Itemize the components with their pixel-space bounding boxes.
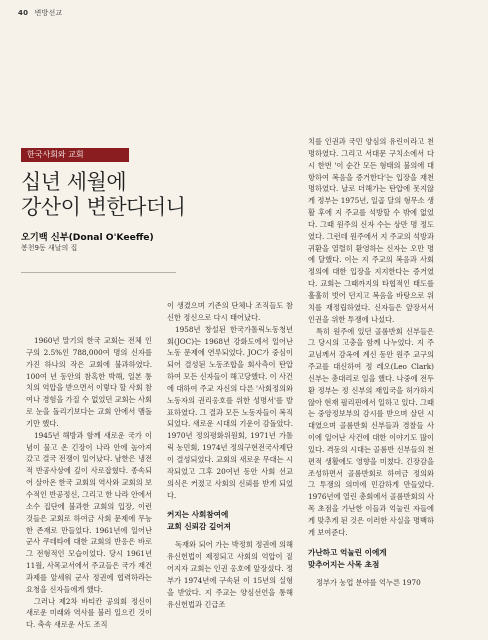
paragraph: 독재와 되어 가는 박정희 정권에 의해 유신헌법이 제정되고 사회의 억압이 짙어지자 교회는 인권 옹호에 앞장섰다. 정부가 1974년에 구속된 이 15년의 실형을 받았다. 지 주교는 양심선언을 통해 유신헌법과 긴급조 xyxy=(167,540,293,609)
subheading-line-2: 교회 신뢰감 깊어져 xyxy=(167,522,231,532)
title-line-2: 강산이 변한다더니 xyxy=(21,195,186,219)
author-affiliation: 봉천9동 새날의 집 xyxy=(21,244,78,252)
author-name: 오기백 신부(Donal O'Keeffe) xyxy=(21,232,154,243)
category-tag: 한국사회와 교회 xyxy=(21,148,129,162)
text-column-3 xyxy=(308,136,434,589)
text-column-1 xyxy=(26,335,152,631)
subheading-line-2: 맞추어지는 사목 초점 xyxy=(308,559,380,569)
running-head xyxy=(18,8,62,18)
subheading xyxy=(167,509,293,533)
paragraph: 1960년 말기의 한국 교회는 전체 인구의 2.5%인 788,000여 명의 신자를 가진 하나의 작은 교회에 불과하였다. 100여 년 동안의 참혹한 박해, 일본 통치의 억압을 받으면서 이렇다 할 사회 참여나 경험을 가질 수 없었던 교회는 사회로 눈을 돌리기보다는 교회 안에서 맴돌기만 했다. xyxy=(26,336,152,428)
divider xyxy=(21,272,176,273)
text-column-2 xyxy=(167,300,293,610)
subheading-line-1: 커지는 사회참여에 xyxy=(167,510,229,520)
paragraph: 1958년 창설된 한국가톨릭노동청년회(JOC)는 1968년 강화도에서 일어난 노동 문제에 연루되었다. JOC가 중심이 되어 결성된 노동조합을 회사측이 탄압하여 모든 신자들이 해고당했다. 이 사건에 대하여 주교 자신의 다른 '사회정의와 노동자의 권리옹호를 위한 성명서'를 발표하였다. 그 결과 모든 노동자들이 복직되었다. 새로운 시대의 기운이 감돌았다. 1970년 정의평화위원회, 1971년 가톨릭 농민회, 1974년 정의구현전국사제단이 결성되었다. 교회의 새로운 무대는 시작되었고 그후 20여년 동안 사회 선교 의식은 커졌고 사회의 신뢰를 받게 되었다. xyxy=(167,324,293,500)
section-name: 변방선교 xyxy=(34,9,63,17)
paragraph: 그러나 제2차 바티칸 공의회 정신이 새로운 미래와 역사를 불러 일으킨 것이다. 축속 새로운 사도 조직 xyxy=(26,596,152,630)
subheading xyxy=(308,547,434,571)
page-number: 40 xyxy=(18,9,29,17)
subheading-line-1: 가난하고 억눌린 이에게 xyxy=(308,547,387,557)
article-title xyxy=(21,170,191,220)
title-line-1: 십년 세월에 xyxy=(21,170,127,194)
paragraph: 특히 원주에 있던 골롬반회 신부들은 그 당시의 고충을 함께 나누었다. 지 주교님께서 감옥에 계신 동안 원주 교구의 주교를 대신하여 정 레오(Leo Clark) 신부는 총대리로 일을 했다. 나중에 전두환 정부는 정 신부의 재입국을 허가하지 않아 현재 필리핀에서 일하고 있다. 그때는 중앙정보부의 감시를 받으며 살던 시대였으며 골롬반회 신부들과 경찰들 사이에 일어난 사건에 대한 이야기도 많이 있다. 격동의 시대는 골롬반 신부들의 천편적 생활에도 영향을 미쳤다. 긴장감을 조성하면서 골롬반회로 하여금 정의와 그 투쟁의 의미에 민감하게 만들었다. 1976년에 열린 총회에서 골롬반회의 사목 초점을 가난한 이들과 억눌린 자들에게 맞추게 된 것은 이러한 사실을 명백하게 보여준다. xyxy=(308,326,434,537)
paragraph: 정부가 농업 분야를 억누른 1970 xyxy=(316,577,421,587)
paragraph: 이 생겼으며 기존의 단체나 조직들도 참신한 정신으로 다시 태어났다. xyxy=(167,301,293,322)
paragraph: 치를 인권과 국민 양심의 유린이라고 천명하였다. 그리고 서대문 구치소에서 다시 한번 '이 순간 모든 형태의 불의에 대항하여 복음을 증거한다'는 입장을 재천명하였다. 날로 더해가는 탄압에 못지않게 정부는 1975년, 일곱 달의 형무소 생활 후에 지 주교를 석방할 수 밖에 없었다. 그때 원주의 신자 수는 상만 명 정도였다. 그런데 원주에서 지 주교의 석방과 귀환을 열렬히 환영하는 신자는 오만 명에 달했다. 이는 지 주교의 복음과 사회정의에 대한 입장을 지지한다는 증거였다. 교회는 그때까지의 타협적인 태도를 훌훌히 벗어 던지고 복음을 바탕으로 위치를 재정립하였다. 신자들은 앞장서서 인권을 위한 투쟁에 나섰다. xyxy=(308,137,434,324)
paragraph: 1945년 해방과 함께 새로운 국가 이념이 물고 온 긴장이 나라 안에 높아져 갔고 결국 전쟁이 일어났다. 남한은 냉전적 반공사상에 깊이 사로잡혔다. 종속되어 살아온 한국 교회의 역사와 교회의 보수적인 반공정신, 그리고 한 나라 안에서 소수 집단에 불과한 교회의 입장, 이런 것들은 교회로 하여금 사회 문제에 무능한 존재로 만들었다. 1961년에 일어난 군사 쿠데타에 대한 교회의 반응은 바로 그 전형적인 모습이었다. 당시 1961년 11월, 사목교서에서 주교들은 국가 재건 과제를 앞세워 군사 정권에 협력하라는 요청을 신자들에게 했다. xyxy=(26,430,152,594)
